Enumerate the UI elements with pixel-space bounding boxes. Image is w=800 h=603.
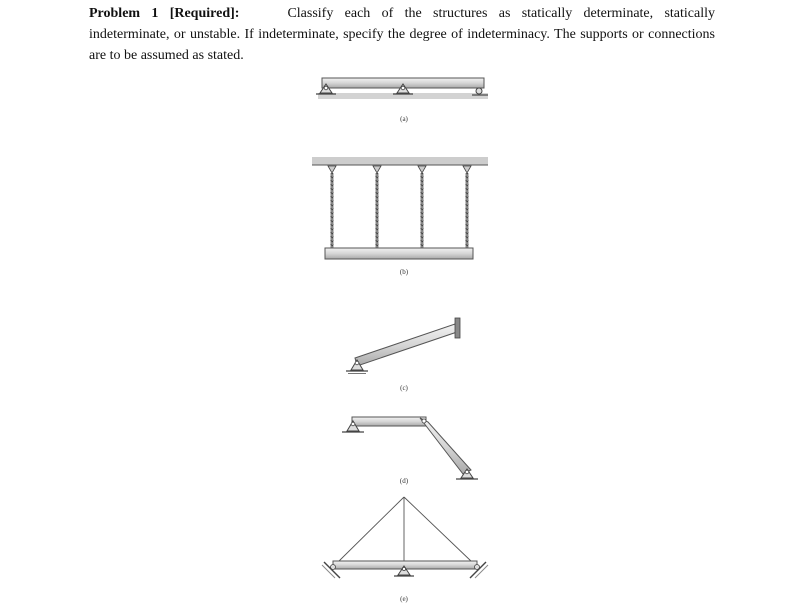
- figure-e: [322, 497, 488, 603]
- hanger-1: [328, 166, 336, 249]
- hanger-3: [418, 166, 426, 249]
- figure-d: [342, 417, 478, 485]
- horizontal-member-d: [352, 417, 426, 426]
- hinge-icon: [422, 419, 426, 423]
- caption-d: (d): [399, 477, 409, 485]
- problem-heading: Problem 1 [Required]:: [89, 6, 240, 21]
- caption-c: (c): [400, 384, 408, 392]
- cable-left: [338, 497, 404, 562]
- beam-b: [325, 248, 473, 259]
- figure-b: [312, 157, 488, 276]
- ceiling-b: [312, 157, 488, 165]
- problem-body: Classify each of the structures as statically determinate, statically indeterminate, or unstable. If indeterminate, specify the degree of indeterminacy. The supports or connections are to be assumed as stated.: [89, 6, 715, 63]
- figure-a: [316, 78, 488, 123]
- caption-e: (e): [400, 595, 408, 603]
- hanger-2: [373, 166, 381, 249]
- cable-right: [404, 497, 472, 562]
- figure-c: [346, 318, 460, 392]
- caption-b: (b): [399, 268, 409, 276]
- caption-a: (a): [400, 115, 408, 123]
- hanger-4: [463, 166, 471, 249]
- inclined-member-c: [355, 324, 457, 366]
- pin-support-icon: [456, 469, 478, 479]
- inclined-member-d: [420, 418, 471, 474]
- fixed-wall-icon: [455, 318, 460, 338]
